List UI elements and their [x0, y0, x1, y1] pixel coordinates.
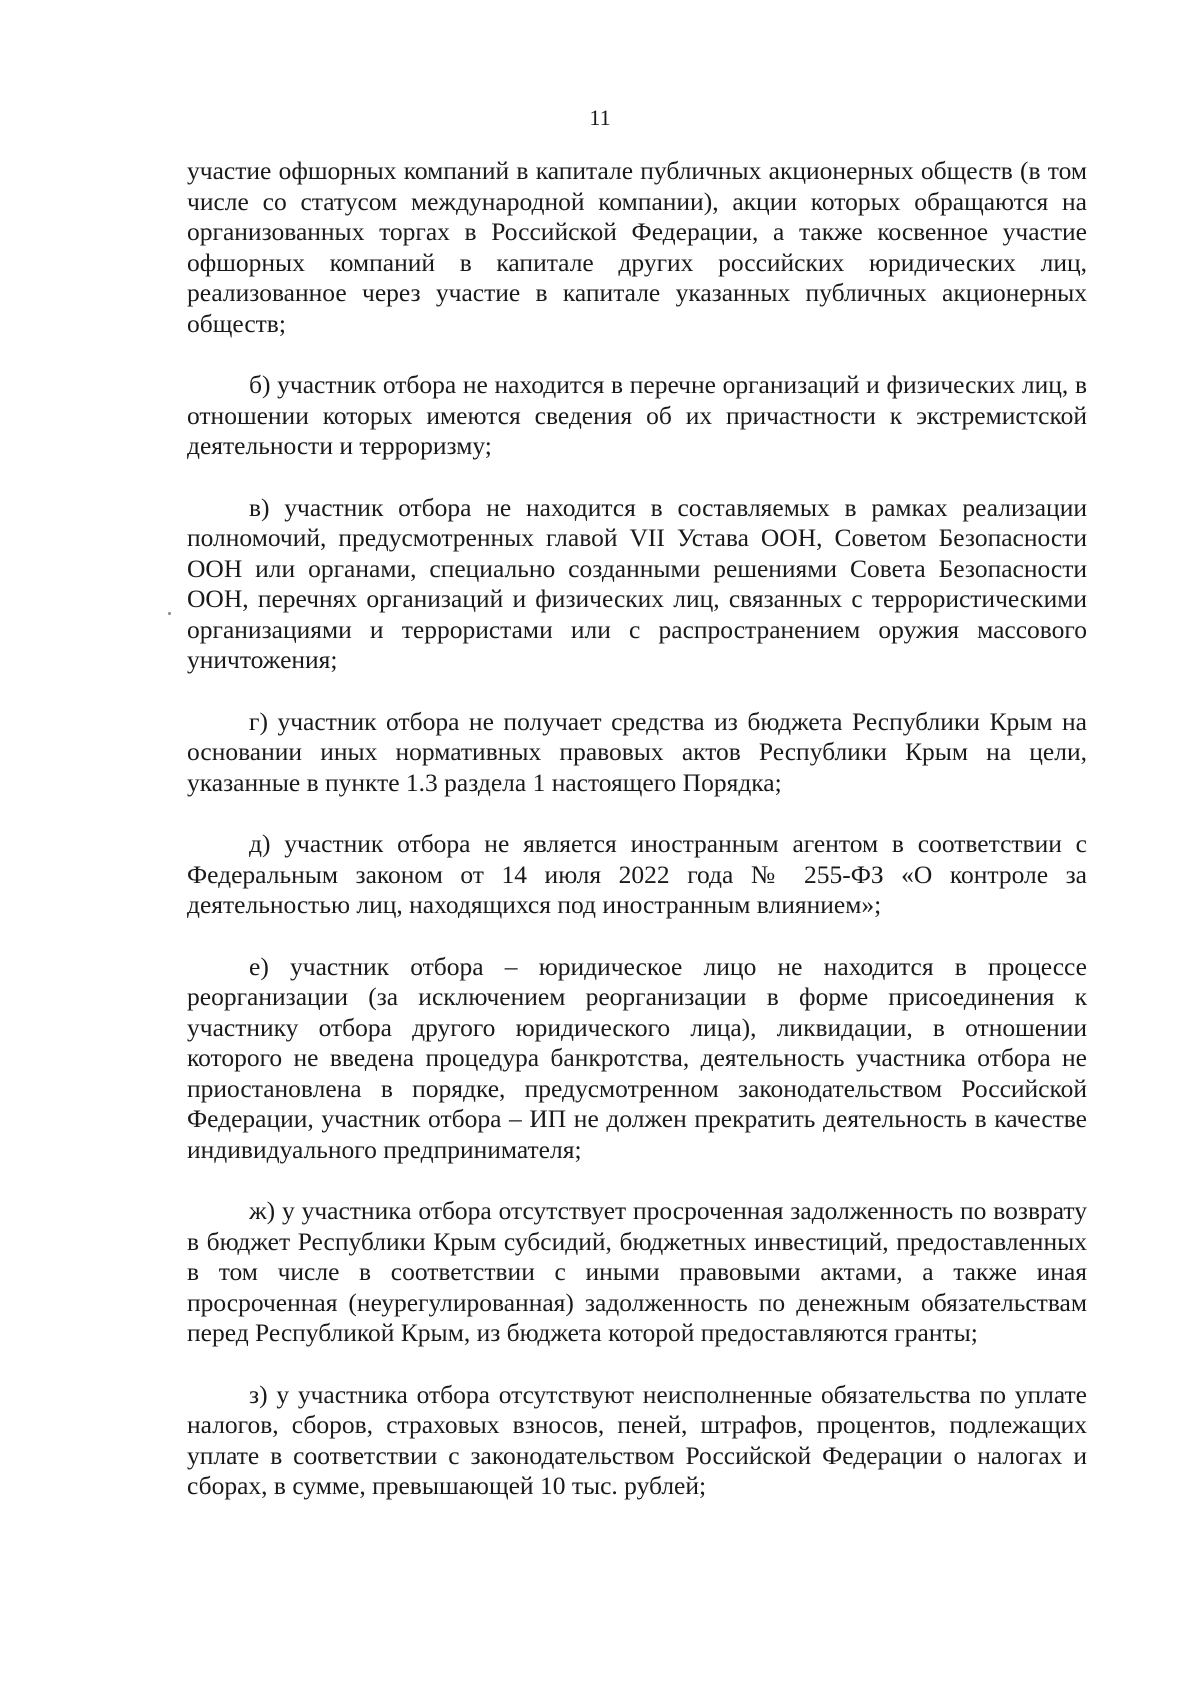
- paragraph-continuation: участие офшорных компаний в капитале публичных акционерных обществ (в том числе со статусом международной компании), акции которых обращаются на организованных торгах в Российской Федерации, а также косвенное участие офшорных компаний в капитале других российских юридических лиц, реализованное через участие в капитале указанных публичных акционерных обществ;: [187, 156, 1087, 338]
- scan-artifact: [168, 612, 171, 615]
- paragraph-item-v: в) участник отбора не находится в составляемых в рамках реализации полномочий, предусмотренных главой VII Устава ООН, Советом Безопасности ООН или органами, специально созданными решениями Совета Безопасности ООН, перечнях организаций и физических лиц, связанных с террористическими организациями и террористами или с распространением оружия массового уничтожения;: [187, 492, 1087, 674]
- paragraph-item-b: б) участник отбора не находится в перечне организаций и физических лиц, в отношении которых имеются сведения об их причастности к экстремистской деятельности и терроризму;: [187, 370, 1087, 460]
- paragraph-item-g: г) участник отбора не получает средства из бюджета Республики Крым на основании иных нормативных правовых актов Республики Крым на цели, указанные в пункте 1.3 раздела 1 настоящего Порядка;: [187, 706, 1087, 797]
- page-number: 11: [589, 105, 611, 130]
- paragraph-item-zh: ж) у участника отбора отсутствует просроченная задолженность по возврату в бюджет Республики Крым субсидий, бюджетных инвестиций, предоставленных в том числе в соответствии с иными правовыми актами, а также иная просроченная (неурегулированная) задолженность по денежным обязательствам перед Республикой Крым, из бюджета которой предоставляются гранты;: [187, 1196, 1087, 1347]
- document-body: [187, 156, 1087, 1502]
- paragraph-item-z: з) у участника отбора отсутствуют неисполненные обязательства по уплате налогов, сборов, страховых взносов, пеней, штрафов, процентов, подлежащих уплате в соответствии с законодательством Российской Федерации о налогах и сборах, в сумме, превышающей 10 тыс. рублей;: [187, 1379, 1087, 1500]
- paragraph-item-e: е) участник отбора – юридическое лицо не находится в процессе реорганизации (за исключением реорганизации в форме присоединения к участнику отбора другого юридического лица), ликвидации, в отношении которого не введена процедура банкротства, деятельность участника отбора не приостановлена в порядке, предусмотренном законодательством Российской Федерации, участник отбора – ИП не должен прекратить деятельность в качестве индивидуального предпринимателя;: [187, 951, 1087, 1164]
- paragraph-item-d: д) участник отбора не является иностранным агентом в соответствии с Федеральным законом от 14 июля 2022 года № 255-ФЗ «О контроле за деятельностью лиц, находящихся под иностранным влиянием»;: [187, 829, 1087, 919]
